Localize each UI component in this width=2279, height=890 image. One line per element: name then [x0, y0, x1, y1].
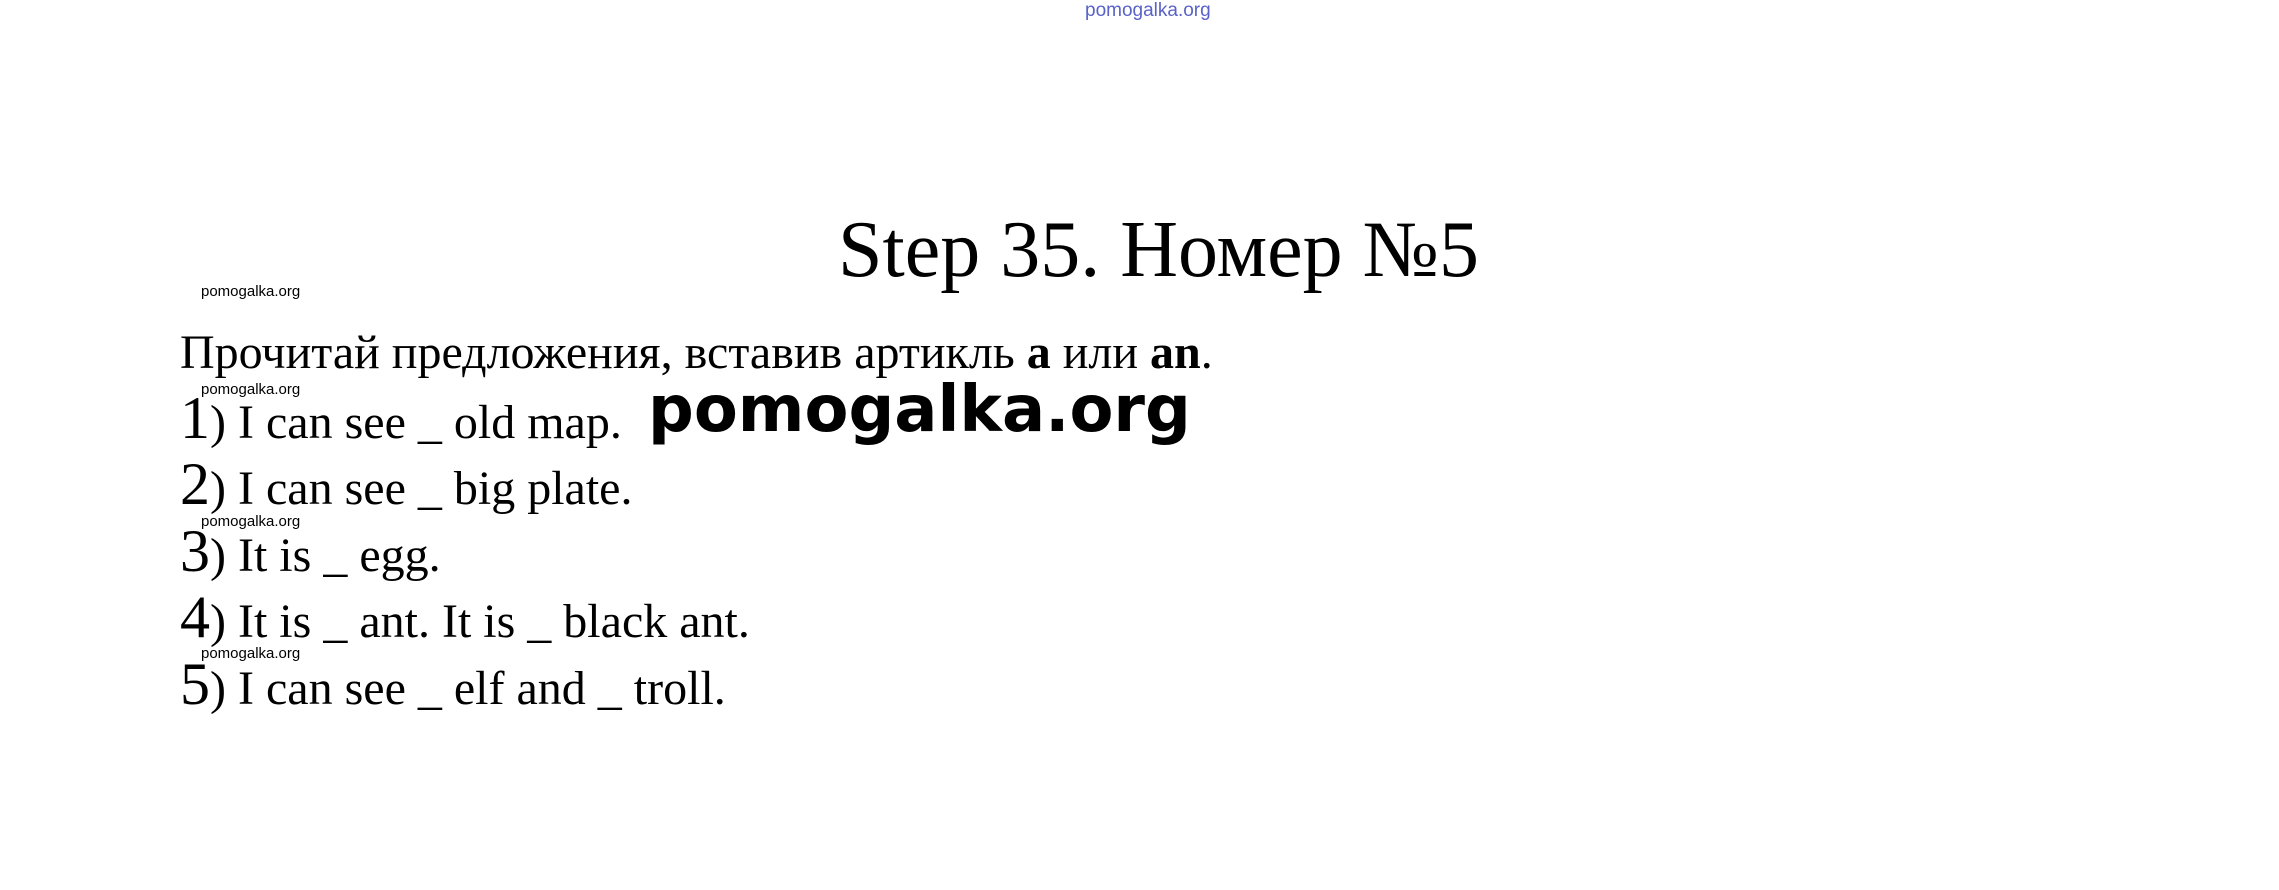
instruction-prefix: Прочитай предложения, вставив артикль: [180, 326, 1027, 379]
watermark-top: pomogalka.org: [1085, 0, 1211, 21]
watermark-small: pomogalka.org: [201, 381, 301, 398]
watermark-small: pomogalka.org: [201, 283, 301, 300]
sentence-number: 3: [180, 518, 210, 584]
sentence-item: [180, 518, 441, 589]
sentence-number: 5: [180, 651, 210, 717]
page-title: Step 35. Номер №5: [838, 206, 1479, 294]
watermark-small: pomogalka.org: [201, 513, 301, 530]
sentence-item: [180, 385, 622, 456]
sentence-text: ) I can see _ big plate.: [210, 462, 633, 515]
sentence-text: ) I can see _ old map.: [210, 396, 622, 449]
sentence-number: 4: [180, 584, 210, 650]
sentence-item: [180, 651, 726, 722]
sentence-text: ) It is _ egg.: [210, 529, 441, 582]
instruction-suffix: .: [1200, 326, 1213, 379]
article-an: an: [1150, 326, 1201, 379]
watermark-small: pomogalka.org: [201, 645, 301, 662]
watermark-large: pomogalka.org: [648, 373, 1191, 447]
instruction-middle: или: [1050, 326, 1151, 379]
article-a: a: [1026, 326, 1051, 379]
sentence-text: ) I can see _ elf and _ troll.: [210, 662, 726, 715]
sentence-number: 1: [180, 385, 210, 451]
sentence-text: ) It is _ ant. It is _ black ant.: [210, 595, 750, 648]
sentence-item: [180, 451, 632, 522]
sentence-number: 2: [180, 451, 210, 517]
